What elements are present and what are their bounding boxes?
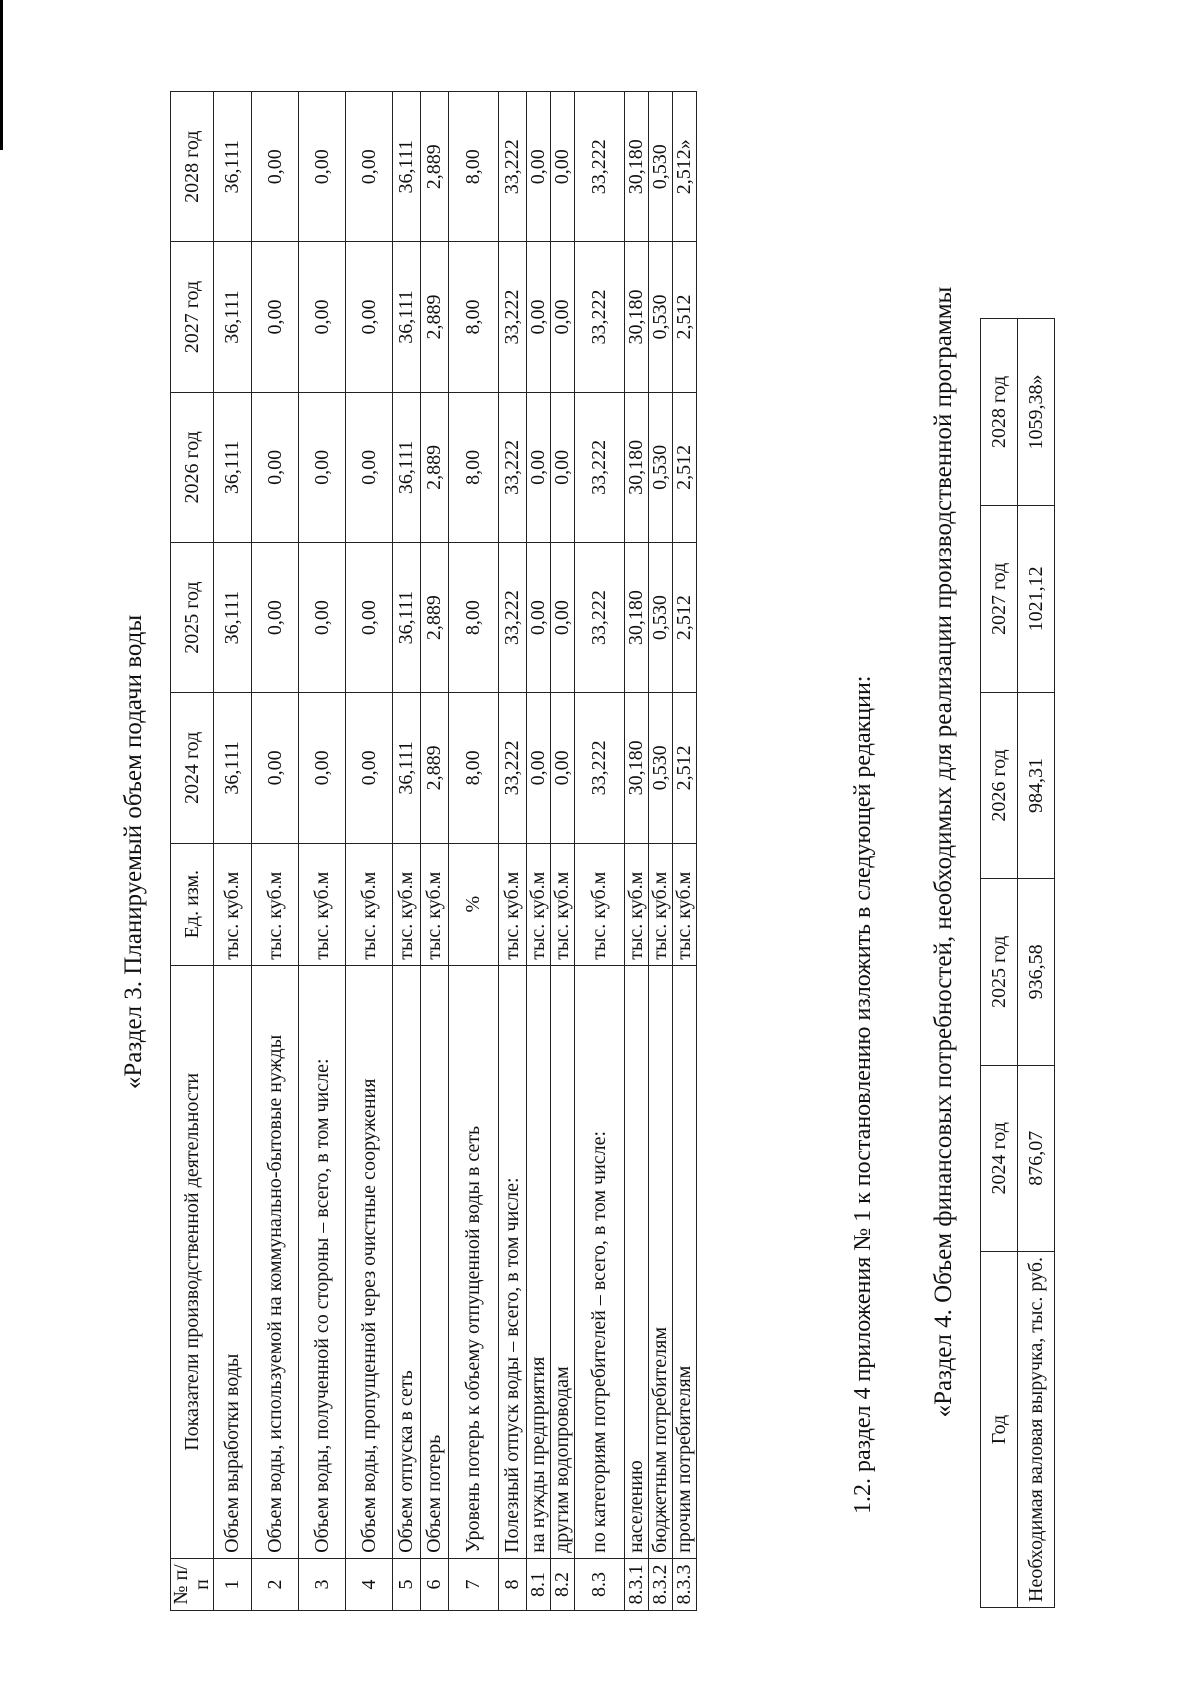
water-supply-table	[170, 91, 697, 1611]
table-row	[421, 92, 449, 1611]
table-row	[575, 92, 625, 1611]
row-number: 8.1	[527, 1558, 551, 1610]
revenue-2026: 984,31	[1018, 692, 1055, 878]
row-number: 8	[499, 1558, 527, 1610]
value-2027: 8,00	[449, 242, 499, 392]
table-header-row	[171, 92, 214, 1611]
col-header: 2024 год	[981, 1065, 1018, 1251]
value-2025: 0,00	[346, 542, 393, 692]
value-2027: 0,00	[299, 242, 346, 392]
value-2025: 0,530	[649, 542, 673, 692]
value-2026: 36,111	[214, 392, 252, 542]
row-number: 1	[214, 1558, 252, 1610]
value-2028: 0,530	[649, 92, 673, 242]
value-2026: 8,00	[449, 392, 499, 542]
table-row	[551, 92, 575, 1611]
revenue-2024: 876,07	[1018, 1065, 1055, 1251]
row-unit: тыс. куб.м	[214, 843, 252, 965]
value-2026: 0,00	[299, 392, 346, 542]
row-number: 8.3.2	[649, 1558, 673, 1610]
value-2028: 0,00	[252, 92, 299, 242]
value-2027: 33,222	[499, 242, 527, 392]
value-2027: 2,512	[673, 242, 697, 392]
value-2024: 0,00	[527, 693, 551, 843]
value-2026: 0,00	[346, 392, 393, 542]
row-indicator: Объем воды, полученной со стороны – всего, в том числе:	[299, 965, 346, 1558]
value-2024: 36,111	[214, 693, 252, 843]
value-2024: 0,00	[299, 693, 346, 843]
row-unit: тыс. куб.м	[649, 843, 673, 965]
value-2028: 30,180	[625, 92, 649, 242]
value-2027: 0,530	[649, 242, 673, 392]
value-2028: 8,00	[449, 92, 499, 242]
value-2026: 2,889	[421, 392, 449, 542]
table-row	[673, 92, 697, 1611]
col-header: 2025 год	[981, 879, 1018, 1065]
row-indicator: Объем потерь	[421, 965, 449, 1558]
row-indicator: Уровень потерь к объему отпущенной воды в сеть	[449, 965, 499, 1558]
col-header: 2027 год	[171, 242, 214, 392]
value-2025: 0,00	[551, 542, 575, 692]
row-unit: тыс. куб.м	[252, 843, 299, 965]
value-2028: 36,111	[214, 92, 252, 242]
value-2028: 33,222	[575, 92, 625, 242]
value-2024: 8,00	[449, 693, 499, 843]
row-indicator: другим водопроводам	[551, 965, 575, 1558]
section3-title	[120, 0, 148, 1704]
col-header: 2027 год	[981, 506, 1018, 693]
row-unit: тыс. куб.м	[625, 843, 649, 965]
row-indicator: Полезный отпуск воды – всего, в том числе:	[499, 965, 527, 1558]
value-2025: 36,111	[393, 542, 421, 692]
value-2027: 36,111	[214, 242, 252, 392]
value-2026: 0,00	[527, 392, 551, 542]
col-header: Показатели производственной деятельности	[171, 965, 214, 1558]
row-indicator: по категориям потребителей – всего, в том числе:	[575, 965, 625, 1558]
value-2024: 2,512	[673, 693, 697, 843]
col-header: 2025 год	[171, 542, 214, 692]
value-2025: 33,222	[575, 542, 625, 692]
value-2026: 2,512	[673, 392, 697, 542]
row-unit: тыс. куб.м	[673, 843, 697, 965]
amendment-paragraph: 1.2. раздел 4 приложения № 1 к постановлению изложить в следующей редакции:	[850, 675, 876, 1514]
col-header: 2028 год	[171, 92, 214, 242]
col-header: № п/п	[171, 1558, 214, 1610]
row-unit: тыс. куб.м	[551, 843, 575, 965]
value-2027: 0,00	[551, 242, 575, 392]
value-2026: 33,222	[575, 392, 625, 542]
value-2024: 0,00	[551, 693, 575, 843]
col-header: 2024 год	[171, 693, 214, 843]
row-unit: тыс. куб.м	[499, 843, 527, 965]
revenue-2027: 1021,12	[1018, 506, 1055, 693]
value-2028: 36,111	[393, 92, 421, 242]
value-2024: 2,889	[421, 693, 449, 843]
revenue-2028: 1059,38»	[1018, 319, 1055, 506]
value-2024: 0,00	[346, 693, 393, 843]
value-2025: 8,00	[449, 542, 499, 692]
row-number: 6	[421, 1558, 449, 1610]
row-indicator: населению	[625, 965, 649, 1558]
value-2026: 36,111	[393, 392, 421, 542]
value-2028: 0,00	[346, 92, 393, 242]
value-2024: 0,00	[252, 693, 299, 843]
value-2026: 30,180	[625, 392, 649, 542]
value-2027: 30,180	[625, 242, 649, 392]
row-unit: тыс. куб.м	[527, 843, 551, 965]
col-header: 2028 год	[981, 319, 1018, 506]
table-row	[393, 92, 421, 1611]
value-2025: 36,111	[214, 542, 252, 692]
row-unit: тыс. куб.м	[421, 843, 449, 965]
row-number: 7	[449, 1558, 499, 1610]
value-2026: 0,00	[252, 392, 299, 542]
value-2027: 33,222	[575, 242, 625, 392]
col-header: 2026 год	[981, 692, 1018, 878]
financial-needs-table	[980, 318, 1055, 1608]
value-2024: 33,222	[499, 693, 527, 843]
table-header-row	[981, 319, 1018, 1608]
value-2025: 33,222	[499, 542, 527, 692]
row-unit: %	[449, 843, 499, 965]
row-indicator: Объем отпуска в сеть	[393, 965, 421, 1558]
value-2026: 0,00	[551, 392, 575, 542]
value-2028: 2,512»	[673, 92, 697, 242]
table-row	[252, 92, 299, 1611]
value-2026: 0,530	[649, 392, 673, 542]
table-row	[649, 92, 673, 1611]
row-number: 2	[252, 1558, 299, 1610]
value-2027: 0,00	[252, 242, 299, 392]
table-row	[299, 92, 346, 1611]
section4-title	[930, 0, 958, 1704]
row-number: 8.3.3	[673, 1558, 697, 1610]
value-2025: 0,00	[527, 542, 551, 692]
row-unit: тыс. куб.м	[299, 843, 346, 965]
row-indicator: на нужды предприятия	[527, 965, 551, 1558]
table-row	[449, 92, 499, 1611]
row-indicator: Объем воды, пропущенной через очистные сооружения	[346, 965, 393, 1558]
row-number: 5	[393, 1558, 421, 1610]
section3-title-text: «Раздел 3. Планируемый объем подачи воды	[120, 614, 147, 1090]
col-header: Ед. изм.	[171, 843, 214, 965]
value-2027: 0,00	[527, 242, 551, 392]
table-row	[214, 92, 252, 1611]
section4-title-text: «Раздел 4. Объем финансовых потребностей, необходимых для реализации производственной программы	[930, 286, 957, 1418]
table-row	[527, 92, 551, 1611]
value-2025: 0,00	[299, 542, 346, 692]
value-2028: 2,889	[421, 92, 449, 242]
revenue-label: Необходимая валовая выручка, тыс. руб.	[1018, 1251, 1055, 1607]
value-2026: 33,222	[499, 392, 527, 542]
row-number: 8.3.1	[625, 1558, 649, 1610]
value-2024: 0,530	[649, 693, 673, 843]
table-row	[346, 92, 393, 1611]
row-indicator: прочим потребителям	[673, 965, 697, 1558]
value-2028: 0,00	[527, 92, 551, 242]
value-2028: 33,222	[499, 92, 527, 242]
table-row	[625, 92, 649, 1611]
value-2025: 30,180	[625, 542, 649, 692]
value-2024: 33,222	[575, 693, 625, 843]
row-indicator: Объем выработки воды	[214, 965, 252, 1558]
row-unit: тыс. куб.м	[575, 843, 625, 965]
value-2028: 0,00	[551, 92, 575, 242]
row-unit: тыс. куб.м	[346, 843, 393, 965]
table-row	[499, 92, 527, 1611]
value-2025: 2,512	[673, 542, 697, 692]
value-2027: 2,889	[421, 242, 449, 392]
table-row	[1018, 319, 1055, 1608]
row-indicator: бюджетным потребителям	[649, 965, 673, 1558]
value-2024: 36,111	[393, 693, 421, 843]
col-header: 2026 год	[171, 392, 214, 542]
col-header: Год	[981, 1251, 1018, 1607]
row-number: 8.2	[551, 1558, 575, 1610]
value-2028: 0,00	[299, 92, 346, 242]
row-unit: тыс. куб.м	[393, 843, 421, 965]
value-2025: 0,00	[252, 542, 299, 692]
row-number: 4	[346, 1558, 393, 1610]
value-2025: 2,889	[421, 542, 449, 692]
row-number: 8.3	[575, 1558, 625, 1610]
value-2024: 30,180	[625, 693, 649, 843]
revenue-2025: 936,58	[1018, 879, 1055, 1065]
value-2027: 36,111	[393, 242, 421, 392]
row-number: 3	[299, 1558, 346, 1610]
row-indicator: Объем воды, используемой на коммунально-бытовые нужды	[252, 965, 299, 1558]
value-2027: 0,00	[346, 242, 393, 392]
